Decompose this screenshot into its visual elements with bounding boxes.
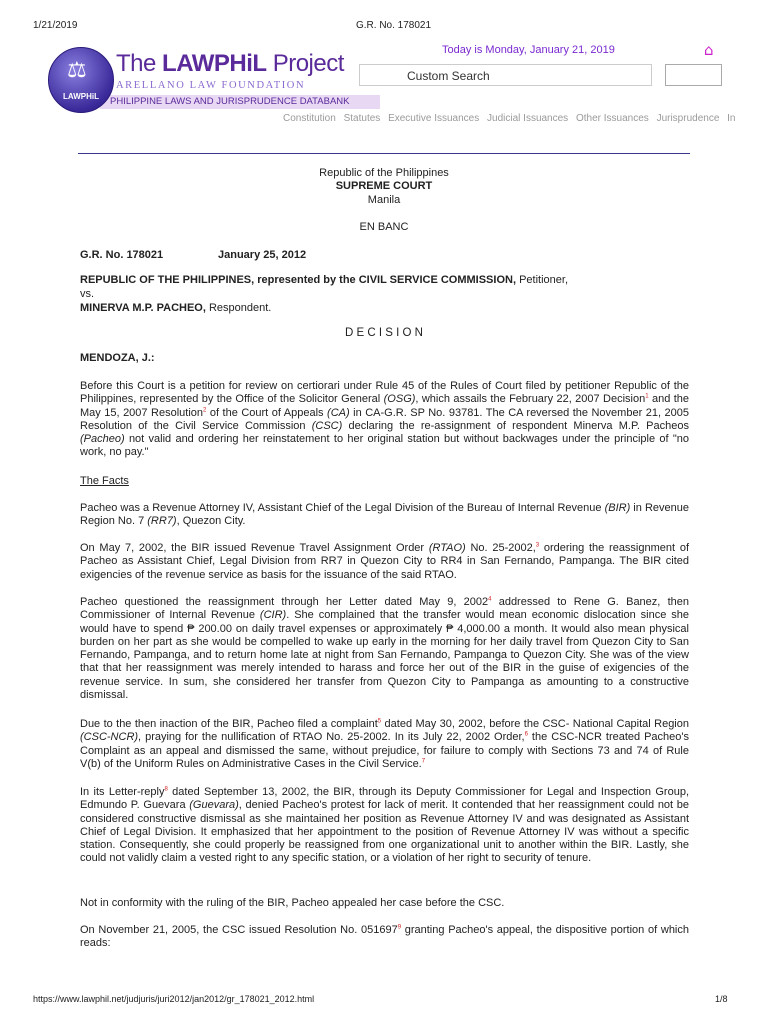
decision-heading: D E C I S I O N — [345, 327, 423, 339]
paragraph-8: On November 21, 2005, the CSC issued Resolution No. 051697$^9$ granting Pacheo's appeal, the dispositive portion of which reads: — [80, 924, 689, 950]
today-date: Today is Monday, January 21, 2019 — [442, 44, 615, 56]
lawphil-logo-icon[interactable] — [48, 47, 114, 113]
header-divider — [78, 153, 690, 154]
division-line: EN BANC — [359, 221, 409, 233]
republic-line: Republic of the Philippines — [319, 167, 449, 179]
nav-jurisprudence[interactable]: Jurisprudence — [656, 113, 720, 124]
paragraph-7: Not in conformity with the ruling of the BIR, Pacheo appealed her case before the CSC. — [80, 897, 505, 909]
petitioner-line — [80, 274, 568, 286]
nav-more[interactable]: In — [727, 113, 736, 124]
site-title-pre: The — [116, 50, 163, 77]
paragraph-1: Before this Court is a petition for review on certiorari under Rule 45 of the Rules of Court filed by petitioner Republic of the Philippines, represented by the Office of the Solicitor General (OSG), which assails the February 22, 2007 Decision$^1$ and the May 15, 2007 Resolution$^2$ of the Court of Appeals (CA) in CA-G.R. SP No. 93781. The CA reversed the November 21, 2005 Resolution of the Civil Service Commission (CSC) declaring the re-assignment of respondent Minerva M.P. Pacheos (Pacheo) not valid and ordering her reinstatement to her original station but without backwages under the principle of "no work, no pay." — [80, 380, 689, 459]
footnote-5-link[interactable]: 5 — [377, 718, 382, 725]
page-number: 1/8 — [715, 994, 728, 1004]
petitioner-role: Petitioner, — [519, 274, 568, 286]
site-subtitle: ARELLANO LAW FOUNDATION — [116, 80, 306, 91]
paragraph-2: Pacheo was a Revenue Attorney IV, Assistant Chief of the Legal Division of the Bureau of Internal Revenue (BIR) in Revenue Region No. 7 (RR7), Quezon City. — [80, 502, 689, 528]
case-number: G.R. No. 178021 — [80, 249, 164, 261]
petitioner-name: REPUBLIC OF THE PHILIPPINES, represented by the CIVIL SERVICE COMMISSION, — [80, 274, 517, 286]
nav-other-issuances[interactable]: Other Issuances — [575, 113, 649, 124]
footnote-6-link[interactable]: 6 — [524, 731, 528, 738]
footnote-7-link[interactable]: 7 — [421, 758, 426, 765]
paragraph-6: In its Letter-reply$^8$ dated September 13, 2002, the BIR, through its Deputy Commissioner for Legal and Inspection Group, Edmundo P. Guevara (Guevara), denied Pacheo's protest for lack of merit. It contended that her reassignment could not be considered constructive dismissal as she maintained her position as Revenue Attorney IV and was designated as Assistant Chief of Legal Division. It emphasized that her appointment to the position of Revenue Attorney IV was without a specific station. Consequently, she could properly be reassigned from one organizational unit to another within the BIR. Lastly, she could not validly claim a vested right to any specific station, or a violation of her right to security of tenure. — [80, 786, 690, 865]
paragraph-5: Due to the then inaction of the BIR, Pacheo filed a complaint$^5$ dated May 30, 2002, before the CSC- National Capital Region (CSC-NCR), praying for the nullification of RTAO No. 25-2002. In its July 22, 2002 Order,$^6$ the CSC-NCR treated Pacheo's Complaint as an appeal and dismissed the same, without prejudice, for failure to comply with Sections 73 and 74 of Rule V(b) of the Uniform Rules on Administrative Cases in the Civil Service.$^7$ — [80, 718, 690, 770]
respondent-name: MINERVA M.P. PACHEO, — [80, 302, 206, 314]
footnote-9-link[interactable]: 9 — [397, 924, 402, 931]
nav-judicial-issuances[interactable]: Judicial Issuances — [487, 113, 569, 124]
respondent-line — [80, 302, 271, 314]
logo-circle-label: LAWPHiL — [63, 92, 99, 101]
paragraph-3: On May 7, 2002, the BIR issued Revenue Travel Assignment Order (RTAO) No. 25-2002,$^3$ ordering the reassignment of Pacheo as Assistant Chief, Legal Division from RR7 in Quezon City to RR4 in San Fernando, Pampanga. The BIR cited exigencies of the revenue service as basis for the issuance of the said RTAO. — [80, 542, 689, 581]
footnote-3-link[interactable]: 3 — [535, 542, 540, 549]
print-title: G.R. No. 178021 — [356, 20, 432, 31]
footer-url: https://www.lawphil.net/judjuris/juri2012/jan2012/gr_178021_2012.html — [33, 994, 315, 1004]
case-date: January 25, 2012 — [218, 249, 307, 261]
versus-line: vs. — [80, 288, 95, 300]
nav-statutes[interactable]: Statutes — [343, 113, 381, 124]
city-line: Manila — [367, 194, 401, 206]
site-title[interactable] — [116, 50, 344, 78]
search-input[interactable]: Custom Search — [359, 64, 652, 86]
main-nav — [283, 113, 741, 124]
footnote-4-link[interactable]: 4 — [488, 596, 492, 603]
respondent-role: Respondent. — [208, 302, 272, 314]
nav-executive-issuances[interactable]: Executive Issuances — [388, 113, 480, 124]
footnote-8-link[interactable]: 8 — [164, 786, 168, 793]
site-title-bold: LAWPHiL — [162, 50, 267, 77]
facts-heading: The Facts — [80, 475, 129, 487]
site-tagline: PHILIPPINE LAWS AND JURISPRUDENCE DATABANK — [110, 96, 350, 107]
print-date: 1/21/2019 — [33, 20, 78, 31]
paragraph-4: Pacheo questioned the reassignment through her Letter dated May 9, 2002$^4$ addressed to Rene G. Banez, then Commissioner of Internal Revenue (CIR). She complained that the transfer would mean economic dislocation since she would have to spend ₱ 200.00 on daily travel expenses or approximately ₱ 4,000.00 a month. It would also mean physical burden on her part as she would be compelled to wake up early in the morning for her daily travel from Quezon City to San Fernando, Pampanga, and to return home late at night from San Fernando, Pampanga to Quezon City. She was of the view that that her reassignment was merely intended to harass and force her out of the BIR in the guise of exigencies of the revenue service. In sum, she considered her transfer from Quezon City to Pampanga as amounting to a constructive dismissal. — [80, 596, 689, 702]
home-icon[interactable]: ⌂ — [704, 41, 714, 59]
nav-constitution[interactable]: Constitution — [283, 113, 336, 124]
scales-icon: ⚖ — [67, 58, 87, 83]
site-title-post: Project — [266, 50, 344, 77]
ponente: MENDOZA, J.: — [80, 352, 155, 364]
footnote-2-link[interactable]: 2 — [203, 406, 207, 413]
footnote-1-link[interactable]: 1 — [645, 393, 649, 400]
supreme-court-line: SUPREME COURT — [335, 180, 433, 192]
search-button[interactable] — [665, 64, 722, 86]
